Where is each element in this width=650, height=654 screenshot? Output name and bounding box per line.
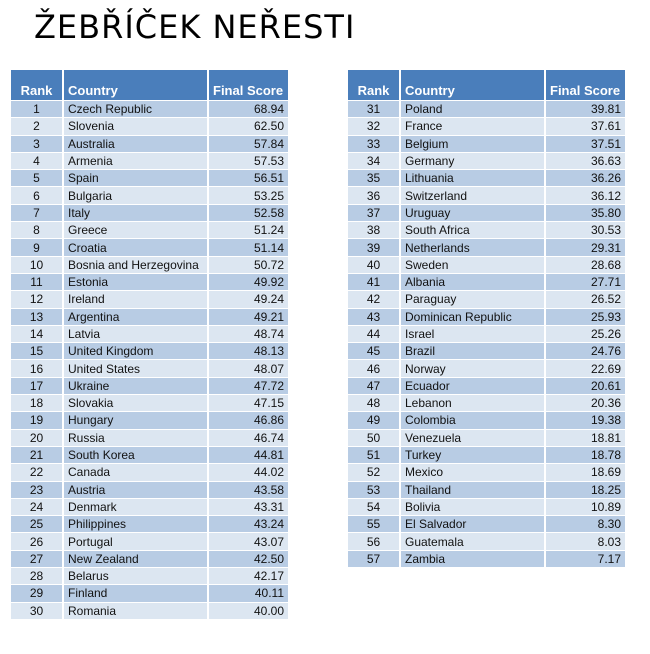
table-row — [11, 291, 288, 308]
score-cell: 46.74 — [208, 429, 288, 446]
table-row — [348, 118, 625, 135]
rank-cell: 55 — [348, 516, 400, 533]
table-row — [348, 308, 625, 325]
table-row — [348, 446, 625, 463]
score-cell: 37.61 — [545, 118, 625, 135]
score-cell: 56.51 — [208, 170, 288, 187]
rank-cell: 46 — [348, 360, 400, 377]
rank-cell: 17 — [11, 377, 63, 394]
rank-cell: 49 — [348, 412, 400, 429]
rank-cell: 41 — [348, 273, 400, 290]
country-cell: Poland — [400, 101, 545, 118]
table-row — [348, 429, 625, 446]
rank-cell: 35 — [348, 170, 400, 187]
country-cell: Latvia — [63, 325, 208, 342]
table-row — [11, 446, 288, 463]
rank-cell: 6 — [11, 187, 63, 204]
score-header: Final Score — [550, 83, 621, 98]
score-cell: 25.26 — [545, 325, 625, 342]
score-cell: 39.81 — [545, 101, 625, 118]
country-cell: Switzerland — [400, 187, 545, 204]
score-cell: 57.53 — [208, 152, 288, 169]
country-cell: Germany — [400, 152, 545, 169]
score-cell: 24.76 — [545, 343, 625, 360]
score-cell: 35.80 — [545, 204, 625, 221]
score-cell: 48.07 — [208, 360, 288, 377]
rank-cell: 24 — [11, 498, 63, 515]
rank-cell: 3 — [11, 135, 63, 152]
rank-cell: 28 — [11, 568, 63, 585]
score-cell: 37.51 — [545, 135, 625, 152]
country-cell: Zambia — [400, 550, 545, 567]
rank-cell: 40 — [348, 256, 400, 273]
table-row — [348, 135, 625, 152]
country-cell: Israel — [400, 325, 545, 342]
rank-cell: 25 — [11, 516, 63, 533]
score-cell: 43.24 — [208, 516, 288, 533]
rank-cell: 29 — [11, 585, 63, 602]
score-cell: 44.02 — [208, 464, 288, 481]
table-row — [11, 464, 288, 481]
table-row — [11, 118, 288, 135]
score-cell: 22.69 — [545, 360, 625, 377]
rank-cell: 56 — [348, 533, 400, 550]
rank-cell: 23 — [11, 481, 63, 498]
country-cell: Philippines — [63, 516, 208, 533]
table-row — [11, 602, 288, 619]
table-row — [348, 222, 625, 239]
country-cell: Ireland — [63, 291, 208, 308]
country-header: Country — [63, 70, 208, 101]
ranking-table-right — [348, 70, 625, 567]
rank-cell: 4 — [11, 152, 63, 169]
rank-cell: 43 — [348, 308, 400, 325]
rank-cell: 22 — [11, 464, 63, 481]
table-row — [11, 343, 288, 360]
country-header: Country — [400, 70, 545, 101]
score-cell: 43.58 — [208, 481, 288, 498]
country-cell: Australia — [63, 135, 208, 152]
table-row — [11, 395, 288, 412]
rank-cell: 53 — [348, 481, 400, 498]
score-cell: 26.52 — [545, 291, 625, 308]
score-cell: 28.68 — [545, 256, 625, 273]
score-cell: 48.74 — [208, 325, 288, 342]
score-cell: 18.81 — [545, 429, 625, 446]
country-cell: Slovenia — [63, 118, 208, 135]
country-cell: Armenia — [63, 152, 208, 169]
rank-cell: 27 — [11, 550, 63, 567]
score-cell: 43.31 — [208, 498, 288, 515]
table-row — [11, 481, 288, 498]
country-cell: Turkey — [400, 446, 545, 463]
table-row — [11, 377, 288, 394]
score-cell: 50.72 — [208, 256, 288, 273]
score-cell: 49.24 — [208, 291, 288, 308]
score-cell: 43.07 — [208, 533, 288, 550]
rank-cell: 26 — [11, 533, 63, 550]
table-row — [348, 204, 625, 221]
score-cell: 49.21 — [208, 308, 288, 325]
rank-header: Rank — [11, 70, 63, 101]
rank-cell: 30 — [11, 602, 63, 619]
score-cell: 68.94 — [208, 101, 288, 118]
table-row — [11, 135, 288, 152]
rank-cell: 18 — [11, 395, 63, 412]
score-cell: 52.58 — [208, 204, 288, 221]
score-cell: 57.84 — [208, 135, 288, 152]
rank-cell: 20 — [11, 429, 63, 446]
table-row — [348, 256, 625, 273]
rank-cell: 12 — [11, 291, 63, 308]
score-cell: 47.15 — [208, 395, 288, 412]
table-row — [348, 516, 625, 533]
rank-cell: 34 — [348, 152, 400, 169]
country-cell: Czech Republic — [63, 101, 208, 118]
rank-cell: 39 — [348, 239, 400, 256]
country-cell: Belarus — [63, 568, 208, 585]
table-row — [348, 152, 625, 169]
country-cell: New Zealand — [63, 550, 208, 567]
rank-cell: 9 — [11, 239, 63, 256]
table-row — [11, 170, 288, 187]
score-cell: 36.26 — [545, 170, 625, 187]
rank-cell: 33 — [348, 135, 400, 152]
score-cell: 19.38 — [545, 412, 625, 429]
score-cell: 8.03 — [545, 533, 625, 550]
rank-cell: 54 — [348, 498, 400, 515]
table-row — [348, 239, 625, 256]
table-row — [348, 498, 625, 515]
country-cell: Uruguay — [400, 204, 545, 221]
rank-cell: 45 — [348, 343, 400, 360]
table-row — [11, 152, 288, 169]
rank-cell: 1 — [11, 101, 63, 118]
rank-cell: 2 — [11, 118, 63, 135]
rank-cell: 50 — [348, 429, 400, 446]
country-cell: Venezuela — [400, 429, 545, 446]
country-cell: Lebanon — [400, 395, 545, 412]
score-cell: 18.69 — [545, 464, 625, 481]
table-row — [348, 291, 625, 308]
table-row — [348, 550, 625, 567]
rank-cell: 15 — [11, 343, 63, 360]
country-cell: Belgium — [400, 135, 545, 152]
rank-cell: 16 — [11, 360, 63, 377]
rank-header: Rank — [348, 70, 400, 101]
score-cell: 48.13 — [208, 343, 288, 360]
score-cell: 40.11 — [208, 585, 288, 602]
table-row — [348, 325, 625, 342]
table-row — [348, 101, 625, 118]
score-cell: 30.53 — [545, 222, 625, 239]
table-row — [11, 101, 288, 118]
table-row — [348, 170, 625, 187]
table-row — [11, 204, 288, 221]
country-cell: Greece — [63, 222, 208, 239]
score-cell: 10.89 — [545, 498, 625, 515]
rank-cell: 32 — [348, 118, 400, 135]
score-cell: 53.25 — [208, 187, 288, 204]
score-cell: 46.86 — [208, 412, 288, 429]
score-cell: 27.71 — [545, 273, 625, 290]
page-title: ŽEBŘÍČEK NEŘESTI — [34, 8, 356, 46]
country-cell: Finland — [63, 585, 208, 602]
table-header-row — [348, 70, 625, 101]
rank-cell: 51 — [348, 446, 400, 463]
rank-cell: 44 — [348, 325, 400, 342]
table-row — [11, 256, 288, 273]
table-row — [11, 187, 288, 204]
country-cell: United States — [63, 360, 208, 377]
country-cell: United Kingdom — [63, 343, 208, 360]
score-cell: 7.17 — [545, 550, 625, 567]
table-row — [348, 273, 625, 290]
country-cell: Austria — [63, 481, 208, 498]
country-cell: Mexico — [400, 464, 545, 481]
country-cell: Dominican Republic — [400, 308, 545, 325]
rank-cell: 7 — [11, 204, 63, 221]
score-cell: 51.14 — [208, 239, 288, 256]
country-cell: Ecuador — [400, 377, 545, 394]
country-cell: Argentina — [63, 308, 208, 325]
ranking-table-left — [11, 70, 288, 619]
rank-cell: 36 — [348, 187, 400, 204]
country-cell: Guatemala — [400, 533, 545, 550]
country-cell: Hungary — [63, 412, 208, 429]
rank-cell: 19 — [11, 412, 63, 429]
rank-cell: 42 — [348, 291, 400, 308]
rank-cell: 14 — [11, 325, 63, 342]
score-cell: 20.61 — [545, 377, 625, 394]
score-cell: 40.00 — [208, 602, 288, 619]
table-row — [11, 360, 288, 377]
table-row — [11, 498, 288, 515]
country-cell: Slovakia — [63, 395, 208, 412]
country-cell: Paraguay — [400, 291, 545, 308]
rank-cell: 21 — [11, 446, 63, 463]
country-cell: Portugal — [63, 533, 208, 550]
country-cell: Romania — [63, 602, 208, 619]
rank-cell: 5 — [11, 170, 63, 187]
score-cell: 47.72 — [208, 377, 288, 394]
rank-cell: 31 — [348, 101, 400, 118]
table-row — [11, 222, 288, 239]
country-cell: Italy — [63, 204, 208, 221]
score-cell: 29.31 — [545, 239, 625, 256]
country-cell: Sweden — [400, 256, 545, 273]
country-cell: Estonia — [63, 273, 208, 290]
country-cell: Russia — [63, 429, 208, 446]
country-cell: South Korea — [63, 446, 208, 463]
score-cell: 36.63 — [545, 152, 625, 169]
country-cell: Thailand — [400, 481, 545, 498]
table-body — [11, 101, 288, 619]
country-cell: Denmark — [63, 498, 208, 515]
rank-cell: 48 — [348, 395, 400, 412]
table-row — [348, 187, 625, 204]
table-row — [11, 308, 288, 325]
rank-cell: 52 — [348, 464, 400, 481]
country-cell: Ukraine — [63, 377, 208, 394]
rank-cell: 8 — [11, 222, 63, 239]
table-row — [11, 239, 288, 256]
score-cell: 25.93 — [545, 308, 625, 325]
score-cell: 20.36 — [545, 395, 625, 412]
rank-cell: 37 — [348, 204, 400, 221]
rank-cell: 57 — [348, 550, 400, 567]
country-cell: Norway — [400, 360, 545, 377]
table-row — [348, 395, 625, 412]
score-cell: 42.17 — [208, 568, 288, 585]
table-row — [348, 360, 625, 377]
rank-cell: 47 — [348, 377, 400, 394]
table-row — [11, 412, 288, 429]
country-cell: Bosnia and Herzegovina — [63, 256, 208, 273]
score-cell: 36.12 — [545, 187, 625, 204]
score-cell: 49.92 — [208, 273, 288, 290]
table-row — [348, 533, 625, 550]
score-cell: 18.25 — [545, 481, 625, 498]
country-cell: Brazil — [400, 343, 545, 360]
table-row — [348, 377, 625, 394]
table-header-row — [11, 70, 288, 101]
country-cell: Croatia — [63, 239, 208, 256]
rank-cell: 13 — [11, 308, 63, 325]
table-row — [11, 325, 288, 342]
rank-cell: 10 — [11, 256, 63, 273]
country-cell: France — [400, 118, 545, 135]
table-row — [11, 568, 288, 585]
score-header: Final Score — [213, 83, 284, 98]
country-cell: Lithuania — [400, 170, 545, 187]
country-cell: Colombia — [400, 412, 545, 429]
score-cell: 42.50 — [208, 550, 288, 567]
score-cell: 18.78 — [545, 446, 625, 463]
country-cell: Netherlands — [400, 239, 545, 256]
rank-cell: 11 — [11, 273, 63, 290]
country-cell: Spain — [63, 170, 208, 187]
score-cell: 8.30 — [545, 516, 625, 533]
country-cell: El Salvador — [400, 516, 545, 533]
country-cell: Bolivia — [400, 498, 545, 515]
table-row — [11, 516, 288, 533]
country-cell: Canada — [63, 464, 208, 481]
country-cell: Bulgaria — [63, 187, 208, 204]
country-cell: Albania — [400, 273, 545, 290]
country-cell: South Africa — [400, 222, 545, 239]
table-row — [348, 481, 625, 498]
table-row — [348, 343, 625, 360]
score-cell: 44.81 — [208, 446, 288, 463]
table-row — [348, 412, 625, 429]
rank-cell: 38 — [348, 222, 400, 239]
table-row — [11, 273, 288, 290]
table-row — [11, 533, 288, 550]
table-row — [11, 429, 288, 446]
table-row — [11, 550, 288, 567]
score-cell: 62.50 — [208, 118, 288, 135]
table-body — [348, 101, 625, 568]
table-row — [348, 464, 625, 481]
table-row — [11, 585, 288, 602]
score-cell: 51.24 — [208, 222, 288, 239]
